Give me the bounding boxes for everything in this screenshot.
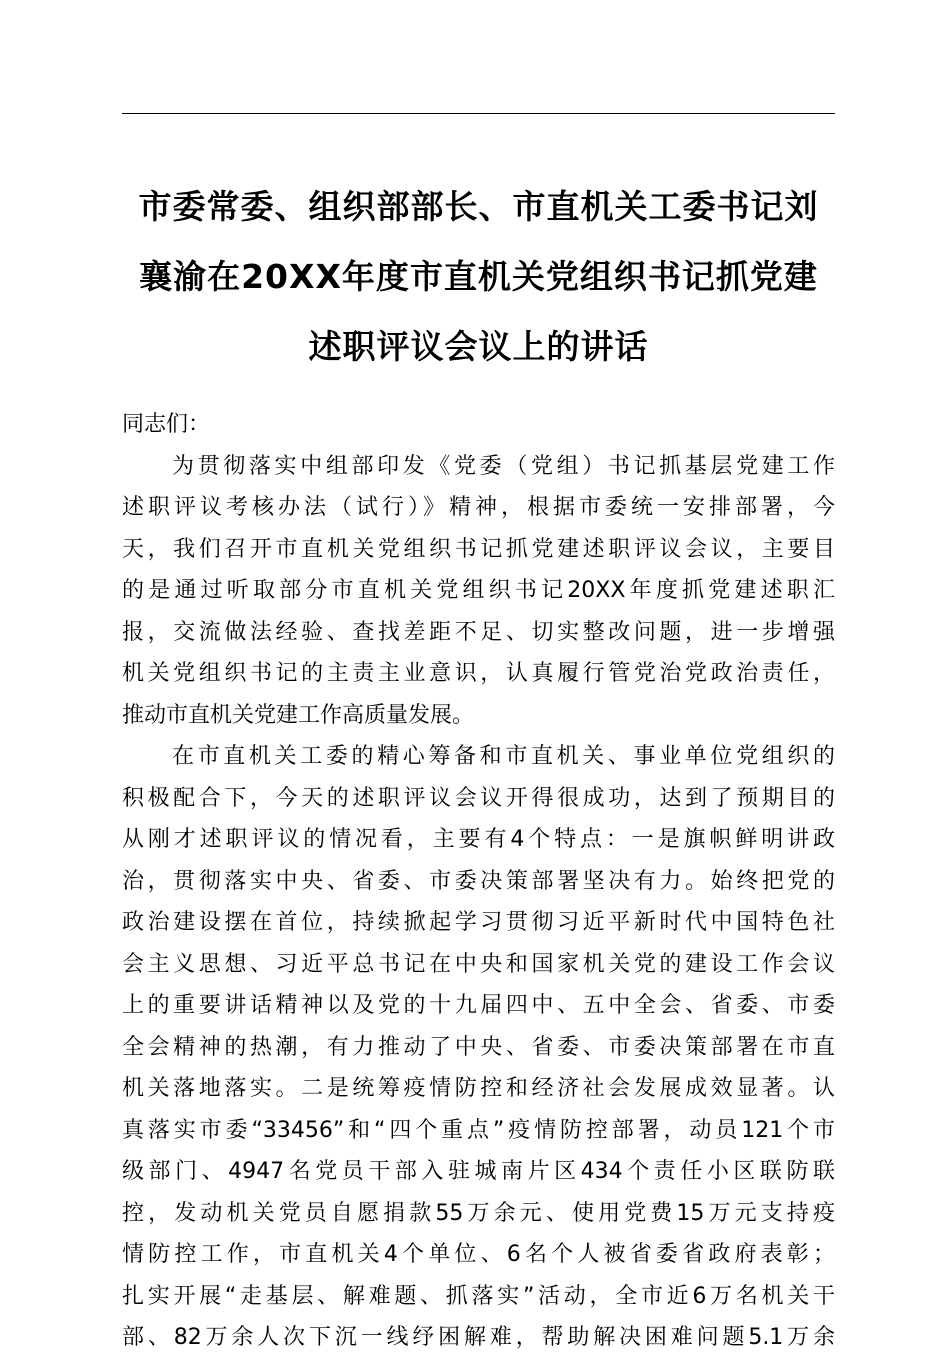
salutation: 同志们： (122, 412, 211, 437)
text-line: 全会精神的热潮，有力推动了中央、省委、市委决策部署在市直 (122, 1034, 835, 1060)
text-line: 报，交流做法经验、查找差距不足、切实整改问题，进一步增强 (122, 619, 835, 645)
text-line: 在市直机关工委的精心筹备和市直机关、事业单位党组织的 (172, 744, 835, 769)
text-line: 机关落地落实。二是统筹疫情防控和经济社会发展成效显著。认 (122, 1076, 835, 1101)
text-line: 天，我们召开市直机关党组织书记抓党建述职评议会议，主要目 (122, 536, 835, 562)
text-line: 控，发动机关党员自愿捐款55万余元、使用党费15万元支持疫 (122, 1200, 835, 1226)
text-line: 的是通过听取部分市直机关党组织书记20XX年度抓党建述职汇 (122, 578, 835, 603)
text-line: 述职评议考核办法（试行）》精神，根据市委统一安排部署，今 (122, 495, 835, 520)
text-line: 情防控工作，市直机关4个单位、6名个人被省委省政府表彰； (122, 1242, 835, 1267)
header-rule (122, 113, 835, 114)
text-line: 真落实市委“33456”和“四个重点”疫情防控部署，动员121个市 (122, 1117, 835, 1143)
text-line: 推动市直机关党建工作高质量发展。 (122, 702, 475, 728)
paragraph-1 (122, 446, 835, 737)
text-line: 从刚才述职评议的情况看，主要有4个特点：一是旗帜鲜明讲政 (122, 827, 835, 852)
text-line: 级部门、4947名党员干部入驻城南片区434个责任小区联防联 (122, 1159, 835, 1184)
paragraph-2 (122, 736, 835, 1359)
text-line: 会主义思想、习近平总书记在中央和国家机关党的建设工作会议 (122, 951, 835, 977)
text-line: 积极配合下，今天的述职评议会议开得很成功，达到了预期目的 (122, 785, 835, 811)
text-line: 机关党组织书记的主责主业意识，认真履行管党治党政治责任， (122, 661, 835, 686)
title-line: 襄渝在20XX年度市直机关党组织书记抓党建 (139, 257, 818, 296)
text-line: 扎实开展“走基层、解难题、抓落实”活动，全市近6万名机关干 (122, 1283, 835, 1309)
document-title (122, 172, 835, 382)
text-line: 为贯彻落实中组部印发《党委（党组）书记抓基层党建工作 (172, 453, 835, 479)
text-line: 部、82万余人次下沉一线纾困解难，帮助解决困难问题5.1万余 (122, 1325, 835, 1350)
text-line: 治，贯彻落实中央、省委、市委决策部署坚决有力。始终把党的 (122, 868, 835, 894)
text-line: 政治建设摆在首位，持续掀起学习贯彻习近平新时代中国特色社 (122, 910, 835, 935)
document-body (122, 404, 835, 1359)
title-line: 述职评议会议上的讲话 (308, 327, 649, 366)
text-line: 上的重要讲话精神以及党的十九届四中、五中全会、省委、市委 (122, 993, 835, 1018)
title-line: 市委常委、组织部部长、市直机关工委书记刘 (138, 187, 819, 226)
